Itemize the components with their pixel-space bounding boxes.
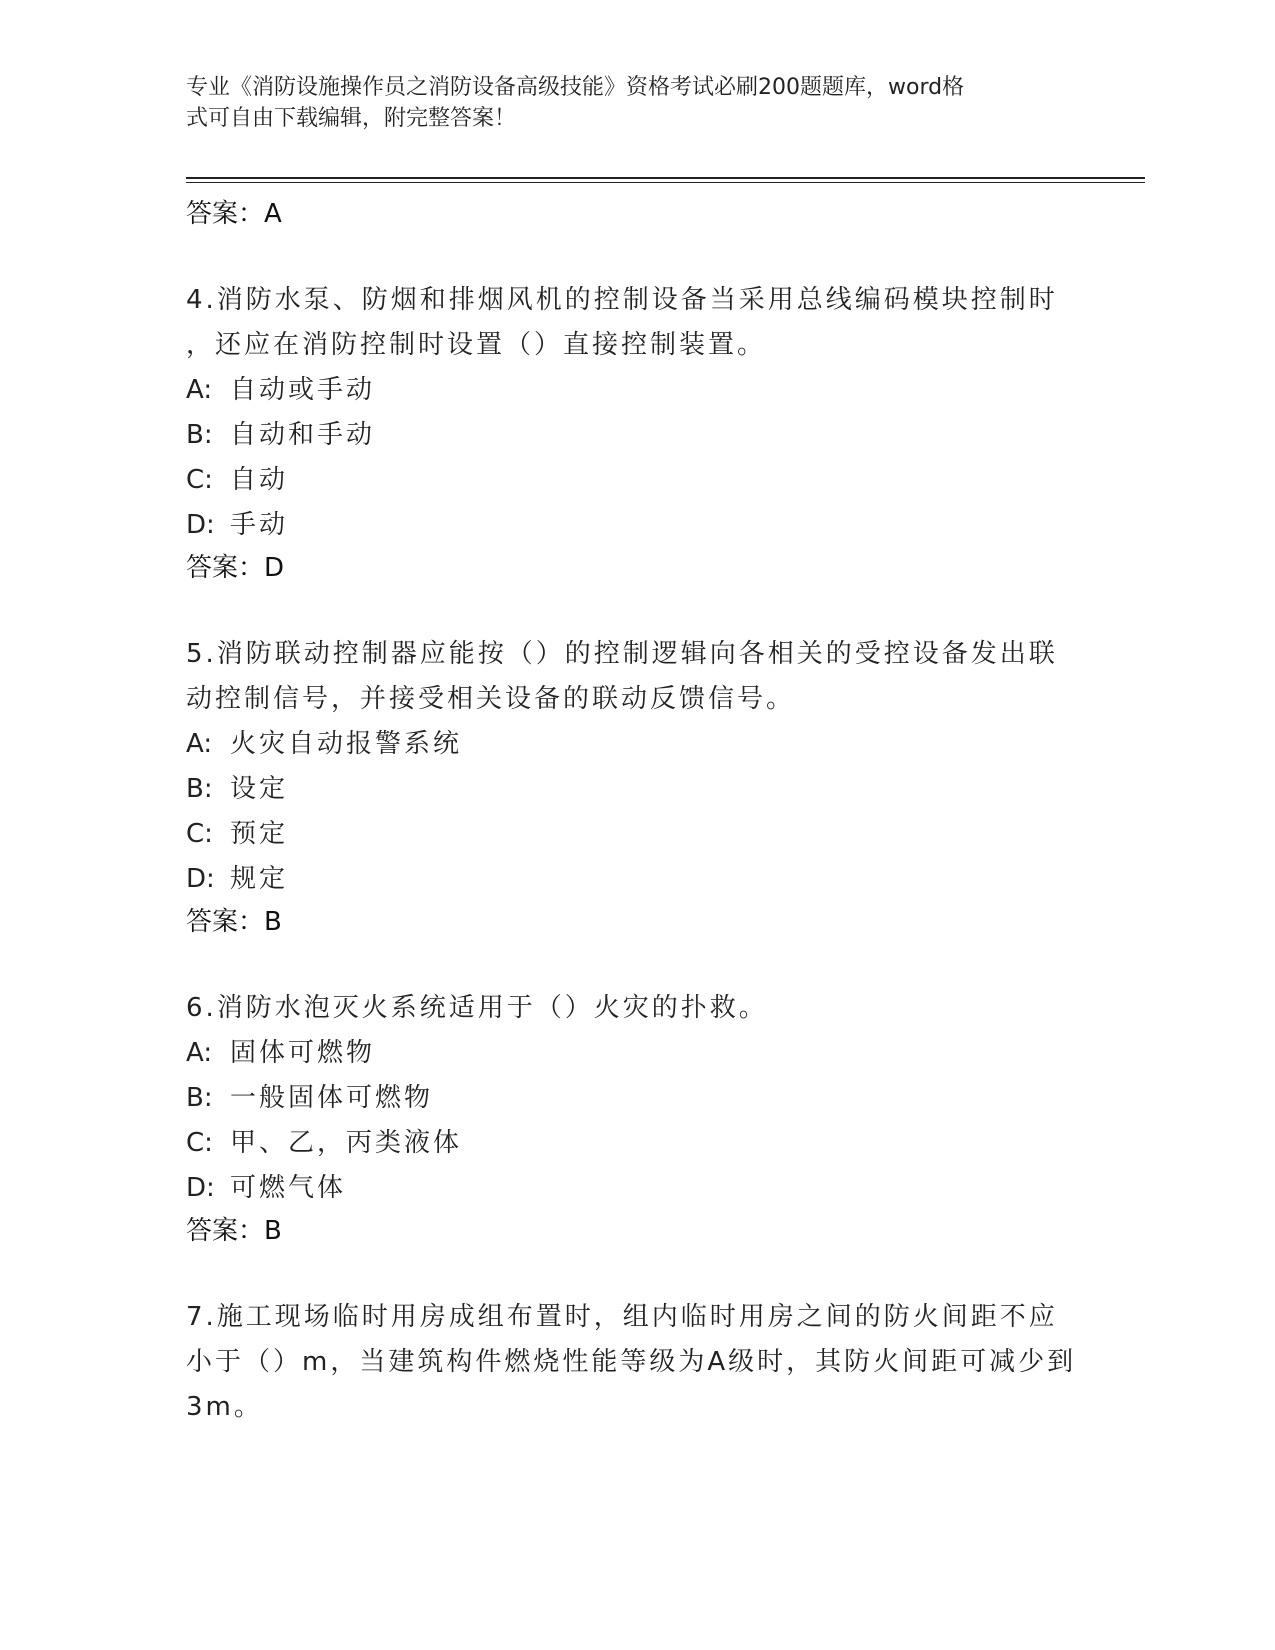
option-label: A:: [186, 375, 213, 405]
option-text: 手动: [230, 510, 289, 540]
option-text: 固体可燃物: [230, 1038, 376, 1068]
header-line-2: 式可自由下载编辑，附完整答案！: [186, 106, 517, 131]
option-label: D:: [186, 510, 215, 540]
option-text: 自动和手动: [230, 420, 376, 450]
question-5-option-b: [186, 767, 1086, 812]
question-4: [186, 278, 1086, 588]
option-text: 一般固体可燃物: [230, 1083, 434, 1113]
option-text: 甲、乙，丙类液体: [230, 1128, 463, 1158]
option-label: D:: [186, 864, 215, 894]
question-5-option-c: [186, 812, 1086, 857]
question-4-option-b: [186, 413, 1086, 458]
question-4-line-2: ，还应在消防控制时设置（）直接控制装置。: [186, 330, 767, 360]
option-label: D:: [186, 1173, 215, 1203]
option-text: 火灾自动报警系统: [230, 729, 463, 759]
question-6: [186, 986, 1086, 1251]
option-label: A:: [186, 1038, 213, 1068]
document-header: [186, 72, 1066, 134]
answer-q4: 答案：D: [186, 553, 285, 583]
option-label: B:: [186, 774, 213, 804]
option-label: C:: [186, 465, 213, 495]
answer-q5: 答案：B: [186, 907, 282, 937]
option-text: 自动: [230, 465, 289, 495]
option-text: 预定: [230, 819, 289, 849]
option-label: C:: [186, 1128, 213, 1158]
option-label: A:: [186, 729, 213, 759]
question-6-option-d: [186, 1166, 1086, 1211]
question-7-line-3: 3m。: [186, 1392, 263, 1422]
question-6-option-c: [186, 1121, 1086, 1166]
option-text: 可燃气体: [230, 1173, 347, 1203]
question-6-line-1: 6.消防水泡灭火系统适用于（）火灾的扑救。: [186, 993, 768, 1023]
question-6-option-a: [186, 1031, 1086, 1076]
question-5-line-1: 5.消防联动控制器应能按（）的控制逻辑向各相关的受控设备发出联: [186, 639, 1058, 669]
document-body: [186, 186, 1086, 1430]
question-7-line-2: 小于（）m，当建筑构件燃烧性能等级为A级时，其防火间距可减少到: [186, 1347, 1077, 1377]
question-5-option-a: [186, 722, 1086, 767]
question-7-line-1: 7.施工现场临时用房成组布置时，组内临时用房之间的防火间距不应: [186, 1302, 1058, 1332]
option-label: B:: [186, 420, 213, 450]
answer-q6: 答案：B: [186, 1216, 282, 1246]
question-4-option-c: [186, 458, 1086, 503]
question-5-line-2: 动控制信号，并接受相关设备的联动反馈信号。: [186, 684, 796, 714]
option-label: C:: [186, 819, 213, 849]
header-divider: [186, 177, 1145, 183]
option-text: 自动或手动: [230, 375, 376, 405]
question-5-option-d: [186, 857, 1086, 902]
question-6-option-b: [186, 1076, 1086, 1121]
header-line-1: 专业《消防设施操作员之消防设备高级技能》资格考试必刷200题题库，word格: [186, 75, 965, 100]
option-label: B:: [186, 1083, 213, 1113]
question-7: [186, 1295, 1086, 1430]
question-4-option-a: [186, 368, 1086, 413]
option-text: 设定: [230, 774, 289, 804]
question-4-line-1: 4.消防水泵、防烟和排烟风机的控制设备当采用总线编码模块控制时: [186, 285, 1058, 315]
answer-q3: 答案：A: [186, 199, 282, 229]
question-5: [186, 632, 1086, 942]
option-text: 规定: [230, 864, 289, 894]
question-4-option-d: [186, 503, 1086, 548]
